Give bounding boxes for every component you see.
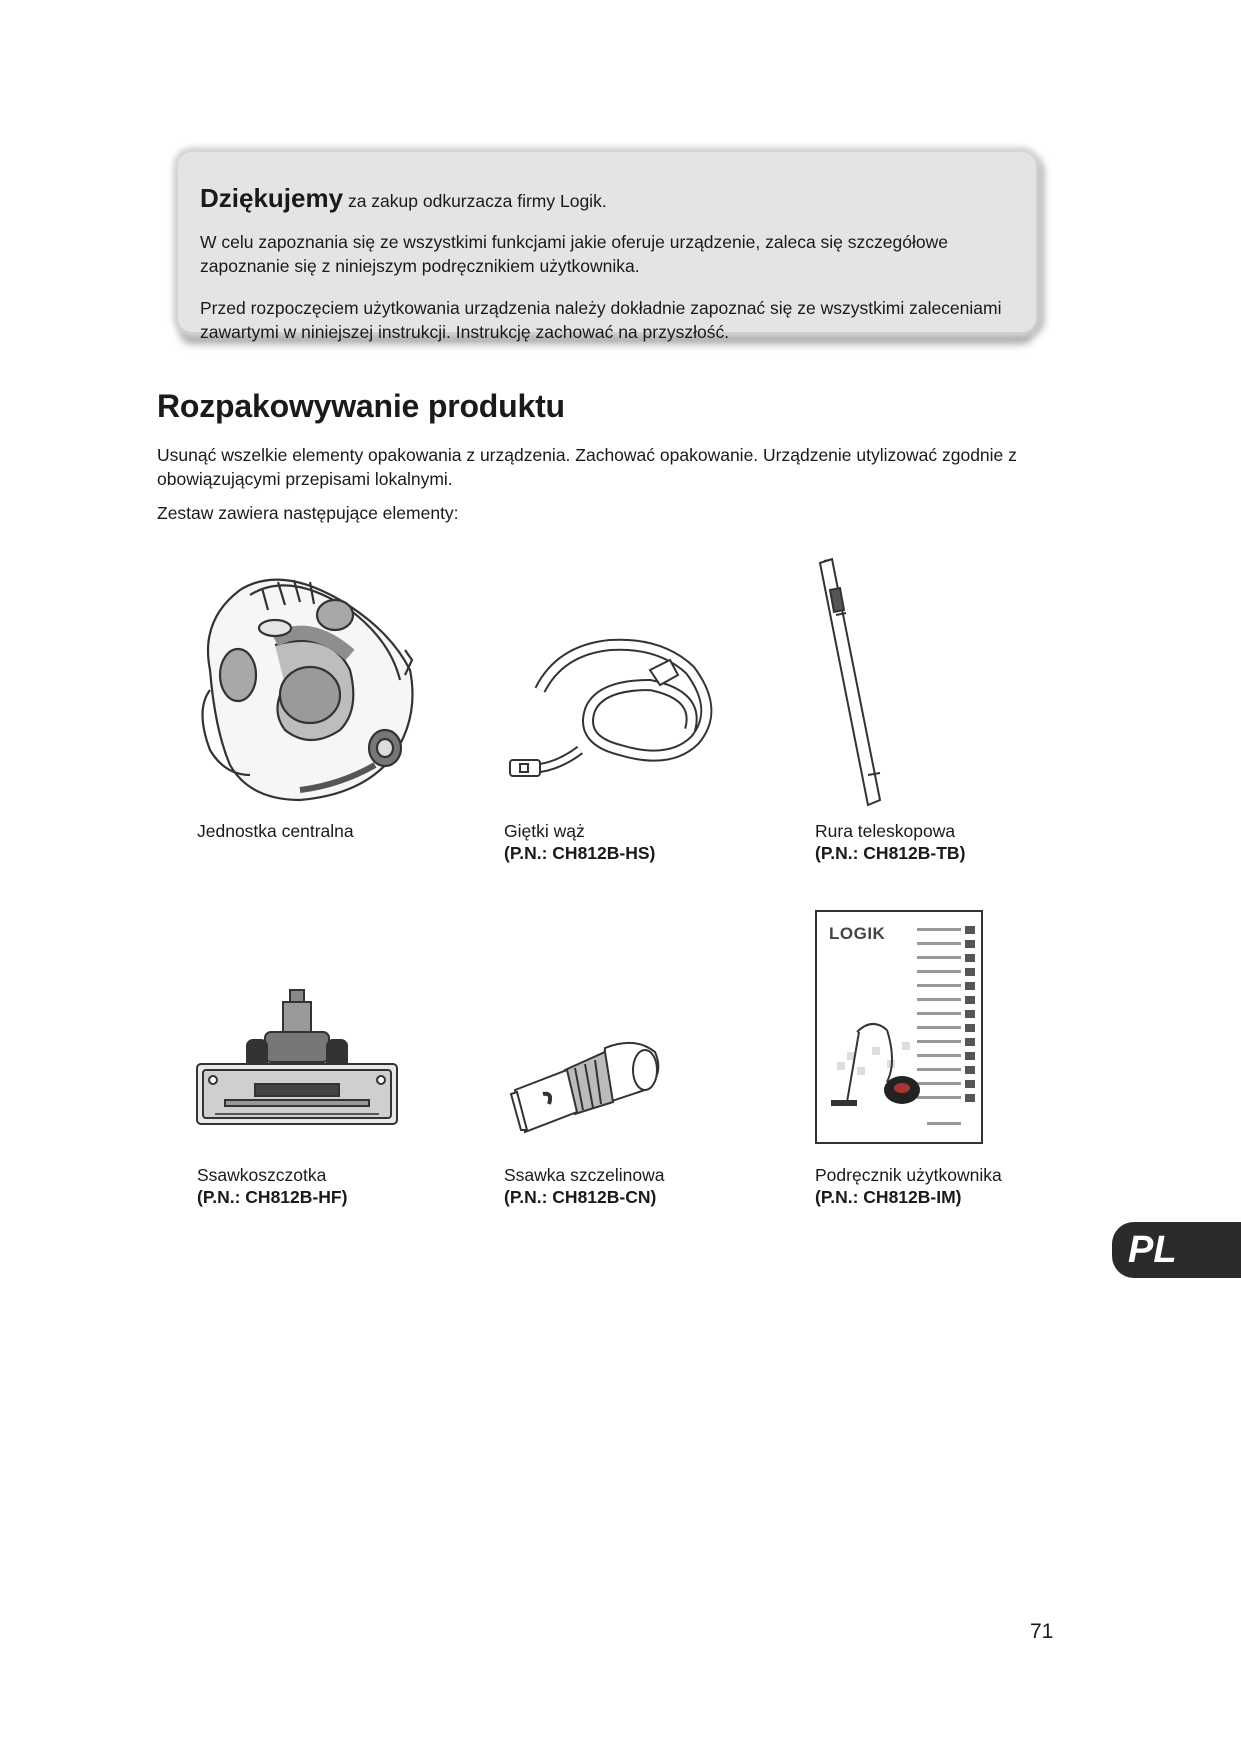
section-body	[157, 443, 1107, 535]
page-number: 71	[1030, 1620, 1054, 1643]
item-main-unit	[197, 820, 354, 842]
thank-you-paragraph-2: Przed rozpoczęciem użytkowania urządzenia należy dokładnie zapoznać się ze wszystkimi zaleceniami zawartymi w niniejszej instrukcji. Instrukcję zachować na przyszłość.	[200, 297, 1002, 342]
item-name: Ssawka szczelinowa	[504, 1165, 665, 1185]
unpack-instructions: Usunąć wszelkie elementy opakowania z urządzenia. Zachować opakowanie. Urządzenie utylizować zgodnie z obowiązującymi przepisami lokalnymi.	[157, 445, 1017, 489]
manual-cover-graphics	[817, 912, 981, 1142]
section-title: Rozpakowywanie produktu	[157, 388, 565, 424]
language-tab: PL	[1112, 1222, 1241, 1278]
user-manual-cover	[815, 910, 983, 1144]
item-name: Podręcznik użytkownika	[815, 1165, 1002, 1185]
part-number: (P.N.: CH812B-IM)	[815, 1187, 962, 1207]
part-number: (P.N.: CH812B-TB)	[815, 843, 966, 863]
item-user-manual	[815, 1164, 1002, 1208]
item-telescopic-tube	[815, 820, 965, 864]
floor-brush-illustration	[195, 988, 415, 1138]
item-name: Giętki wąż	[504, 821, 585, 841]
telescopic-tube-illustration	[810, 555, 900, 815]
item-hose	[504, 820, 655, 864]
contents-intro: Zestaw zawiera następujące elementy:	[157, 503, 459, 523]
thank-you-text	[200, 168, 1020, 361]
part-number: (P.N.: CH812B-HF)	[197, 1187, 348, 1207]
hose-illustration	[500, 630, 720, 790]
part-number: (P.N.: CH812B-CN)	[504, 1187, 657, 1207]
item-crevice-nozzle	[504, 1164, 664, 1208]
crevice-nozzle-illustration	[505, 1030, 665, 1140]
item-name: Jednostka centralna	[197, 821, 354, 841]
main-unit-illustration	[190, 560, 440, 810]
item-floor-brush	[197, 1164, 347, 1208]
thank-you-lead: za zakup odkurzacza firmy Logik.	[347, 190, 607, 211]
thank-you-paragraph-1: W celu zapoznania się ze wszystkimi funkcjami jakie oferuje urządzenie, zaleca się szczegółowe zapoznanie się z niniejszym podręcznikiem użytkownika.	[200, 232, 948, 276]
item-name: Rura teleskopowa	[815, 821, 956, 841]
thank-you-heading: Dziękujemy	[200, 182, 344, 213]
item-name: Ssawkoszczotka	[197, 1165, 327, 1185]
manual-brand: LOGIK	[829, 924, 886, 943]
part-number: (P.N.: CH812B-HS)	[504, 843, 656, 863]
